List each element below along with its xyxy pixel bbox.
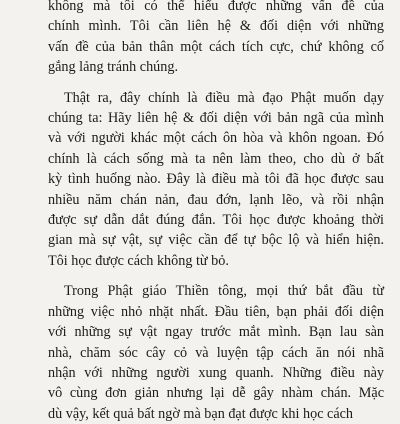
text-line: vấn đề của bản thân một cách tích cực, chứ không cố bbox=[48, 38, 384, 55]
text-line: với những sự vật ngay trước mắt mình. Bạn lau sàn bbox=[48, 324, 384, 341]
body-text bbox=[48, 0, 384, 424]
paragraph-3 bbox=[48, 281, 384, 424]
text-line: Tôi học được cách không từ bỏ. bbox=[48, 252, 229, 269]
text-line: gắng lảng tránh chúng. bbox=[48, 59, 179, 76]
text-line: nhiều năm chán nản, đau đớn, lạnh lẽo, và rồi nhận bbox=[48, 191, 384, 208]
text-line: chính là cách sống mà ta nên làm theo, cho dù ở bất bbox=[48, 150, 384, 167]
text-line: Trong Phật giáo Thiền tông, mọi thứ bắt đầu từ bbox=[64, 283, 384, 300]
text-line: chúng ta: Hãy liên hệ & đối diện với bản ngã của mình bbox=[48, 110, 384, 127]
text-line: được sự dẫn dắt đúng đắn. Tôi học được khoảng thời bbox=[48, 212, 384, 229]
text-line: không mà tôi có thể hiểu được những vấn đề của bbox=[48, 0, 384, 14]
text-line: những việc nhỏ nhặt nhất. Đầu tiên, bạn phải đối diện bbox=[48, 303, 384, 320]
text-line: Thật ra, đây chính là điều mà đạo Phật muốn dạy bbox=[64, 89, 384, 106]
text-line: vô cùng đơn giản nhưng lại dễ gây nhàm chán. Mặc bbox=[48, 385, 384, 402]
text-line: dù vậy, kết quả bất ngờ mà bạn đạt được khi học cách bbox=[48, 405, 354, 422]
text-line: chính mình. Tôi cần liên hệ & đối diện với những bbox=[48, 18, 384, 35]
paragraph-2 bbox=[48, 88, 384, 272]
text-line: nhận với những người xung quanh. Những điều này bbox=[48, 364, 384, 381]
text-line: kỳ tình huống nào. Đây là điều mà tôi đã học được sau bbox=[48, 171, 384, 188]
text-line: gian mà sự vật, sự việc cần để tự bộc lộ và hiển hiện. bbox=[48, 232, 384, 249]
text-line: nhà, chăm sóc cây cỏ và luyện tập cách ăn nói nhã bbox=[48, 344, 384, 361]
text-line: và với người khác một cách ôn hòa và khôn ngoan. Đó bbox=[48, 130, 384, 147]
paragraph-1 bbox=[48, 0, 384, 78]
